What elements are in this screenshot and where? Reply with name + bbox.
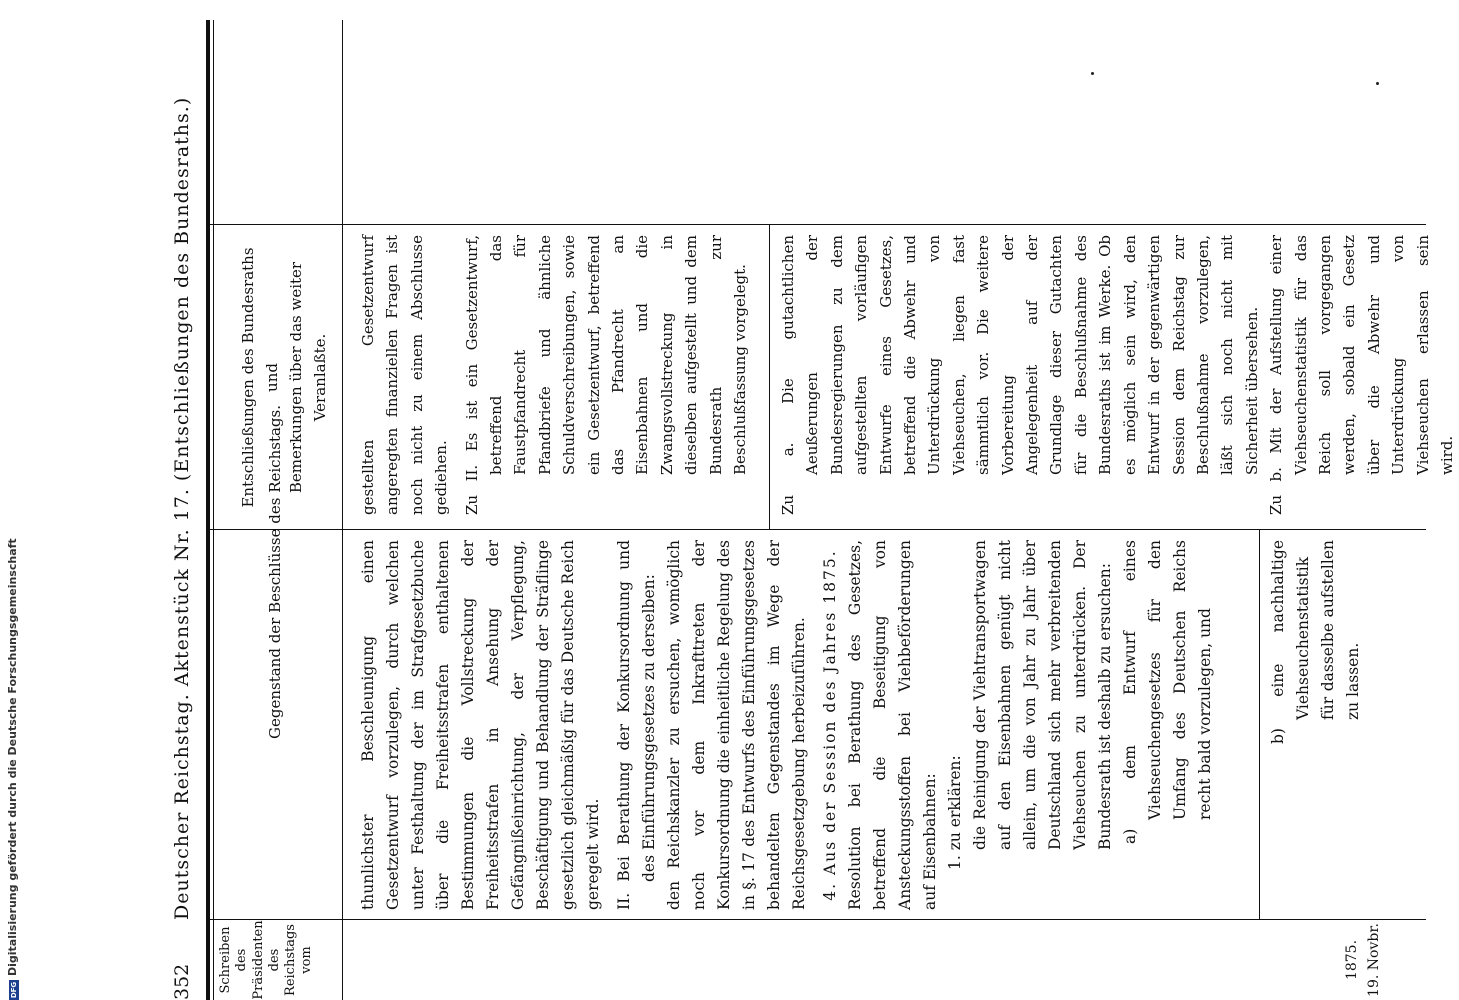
- date-column: [1341, 920, 1385, 1000]
- page-header: [166, 20, 198, 1000]
- paragraph: 1. zu erklären:: [946, 755, 964, 870]
- paragraph: Resolution bei Berathung des Gesetzes, betreffend die Beseitigung von Ansteckungsstoffen bei Viehbeförderungen auf Eisenbahnen:: [846, 540, 939, 910]
- column-divider-2: [206, 529, 1426, 530]
- subject-separator: [1259, 530, 1260, 920]
- paragraph: den Reichskanzler zu ersuchen, womöglich noch vor dem Inkrafttreten der Konkursordnung die einheitliche Regelung des in §. 17 des Entwurfs des Einführungsgesetzes behandelten Gegenstandes im Wege der Reichsgesetzgebung herbeizuführen.: [665, 540, 808, 910]
- year: 1875.: [1344, 939, 1360, 981]
- date: 19. Novbr.: [1366, 923, 1382, 997]
- running-title: Deutscher Reichstag. Aktenstück Nr. 17. (Entschließungen des Bundesraths.): [171, 96, 193, 920]
- header-line: Bemerkungen über das weiter Veranlaßte.: [287, 261, 329, 494]
- decisions-separator: [769, 225, 770, 530]
- paragraph: gestellten Gesetzentwurf angeregten finanziellen Fragen ist noch nicht zu einem Abschlusse gediehen.: [359, 235, 451, 515]
- header-line: Reichstags: [283, 924, 298, 996]
- header-line: des: [266, 948, 282, 972]
- header-line: Präsidenten: [250, 920, 266, 1000]
- header-line: vom: [299, 946, 315, 974]
- paragraph: Zu II. Es ist ein Gesetzentwurf, betreffend das Faustpfandrecht für Pfandbriefe und ähnliche Schuldverschreibungen, sowie ein Gesetzentwurf, betreffend das Pfandrecht an Eisenbahnen und die Zwangsvollstreckung in dieselben aufgestellt und dem Bundesrath zur Beschlußfassung vorgelegt.: [462, 235, 750, 515]
- column-header-letter: [218, 920, 316, 1000]
- rotated-page-content: [166, 0, 1456, 1000]
- paragraph: die Reinigung der Viehtransportwagen auf den Eisenbahnen genügt nicht allein, um die von Jahr zu Jahr über Deutschland sich mehr verbreitenden Viehseuchen zu unterdrücken. Der Bundesrath ist deshalb zu ersuchen:: [971, 540, 1114, 850]
- page-number: 352: [171, 963, 193, 1000]
- paragraph: Zu a. Die gutachtlichen Aeußerungen der Bundesregierungen zu dem aufgestellten vorläufigen Entwurfe eines Gesetzes, betreffend die Abwehr und Unterdrückung von Viehseuchen, liegen fast sämmtlich vor. Die weitere Vorbereitung der Angelegenheit auf der Grundlage dieser Gutachten für die Beschlußnahme des Bundesraths ist im Werke. Ob es möglich sein wird, den Entwurf in der gegenwärtigen Session dem Reichstag zur Beschlußnahme vorzulegen, läßt sich noch nicht mit Sicherheit übersehen.: [779, 235, 1261, 515]
- header-line: des: [234, 948, 250, 972]
- header-line: Entschließungen des Bundesraths: [239, 247, 257, 508]
- digitization-credit: [6, 538, 19, 1000]
- header-line: und: [263, 363, 281, 392]
- column-divider-3: [206, 224, 1426, 225]
- paragraph: a) dem Entwurf eines Viehseuchengesetzes für den Umfang des Deutschen Reichs recht bald vorzulegen, und: [1121, 540, 1214, 844]
- header-bottom-rule: [342, 20, 343, 1000]
- paragraph: II. Bei Berathung der Konkursordnung und des Einführungsgesetzes zu derselben:: [615, 540, 658, 910]
- decisions-column-continued: [776, 235, 1459, 515]
- top-double-rule-thin: [213, 20, 214, 1000]
- scan-speck: [1376, 82, 1379, 85]
- subject-column: [356, 540, 1218, 910]
- column-divider-1: [206, 919, 1426, 920]
- top-double-rule: [206, 20, 210, 1000]
- subject-column-continued: [1266, 540, 1366, 910]
- dfg-logo: DFG: [10, 981, 18, 999]
- scan-speck: [1091, 72, 1094, 75]
- column-header-decisions: [236, 225, 332, 530]
- header-text: Gegenstand der Beschlüsse des Reichstags.: [266, 405, 284, 739]
- paragraph: b) eine nachhaltige Viehseuchenstatistik für dasselbe aufstellen zu lassen.: [1269, 540, 1362, 744]
- decisions-column: [356, 235, 753, 515]
- section-heading: 4. Aus der Session des Jahres 1875.: [821, 549, 839, 901]
- header-line: Schreiben: [218, 926, 233, 994]
- paragraph: Zu b. Mit der Aufstellung einer Viehseuchenstatistik für das Reich soll vorgegangen werden, sobald ein Gesetz über die Abwehr und Unterdrückung von Viehseuchen erlassen sein wird.: [1267, 235, 1456, 515]
- credit-text: Digitalisierung gefördert durch die Deutsche Forschungsgemeinschaft: [6, 538, 19, 976]
- paragraph: thunlichster Beschleunigung einen Gesetzentwurf vorzulegen, durch welchen unter Festhaltung der im Strafgesetzbuche über die Freiheitsstrafen enthaltenen Bestimmungen die Vollstreckung der Freiheitsstrafen in Ansehung der Gefängnißeinrichtung, der Verpflegung, Beschäftigung und Behandlung der Sträflinge gesetzlich gleichmäßig für das Deutsche Reich geregelt wird.: [359, 540, 602, 910]
